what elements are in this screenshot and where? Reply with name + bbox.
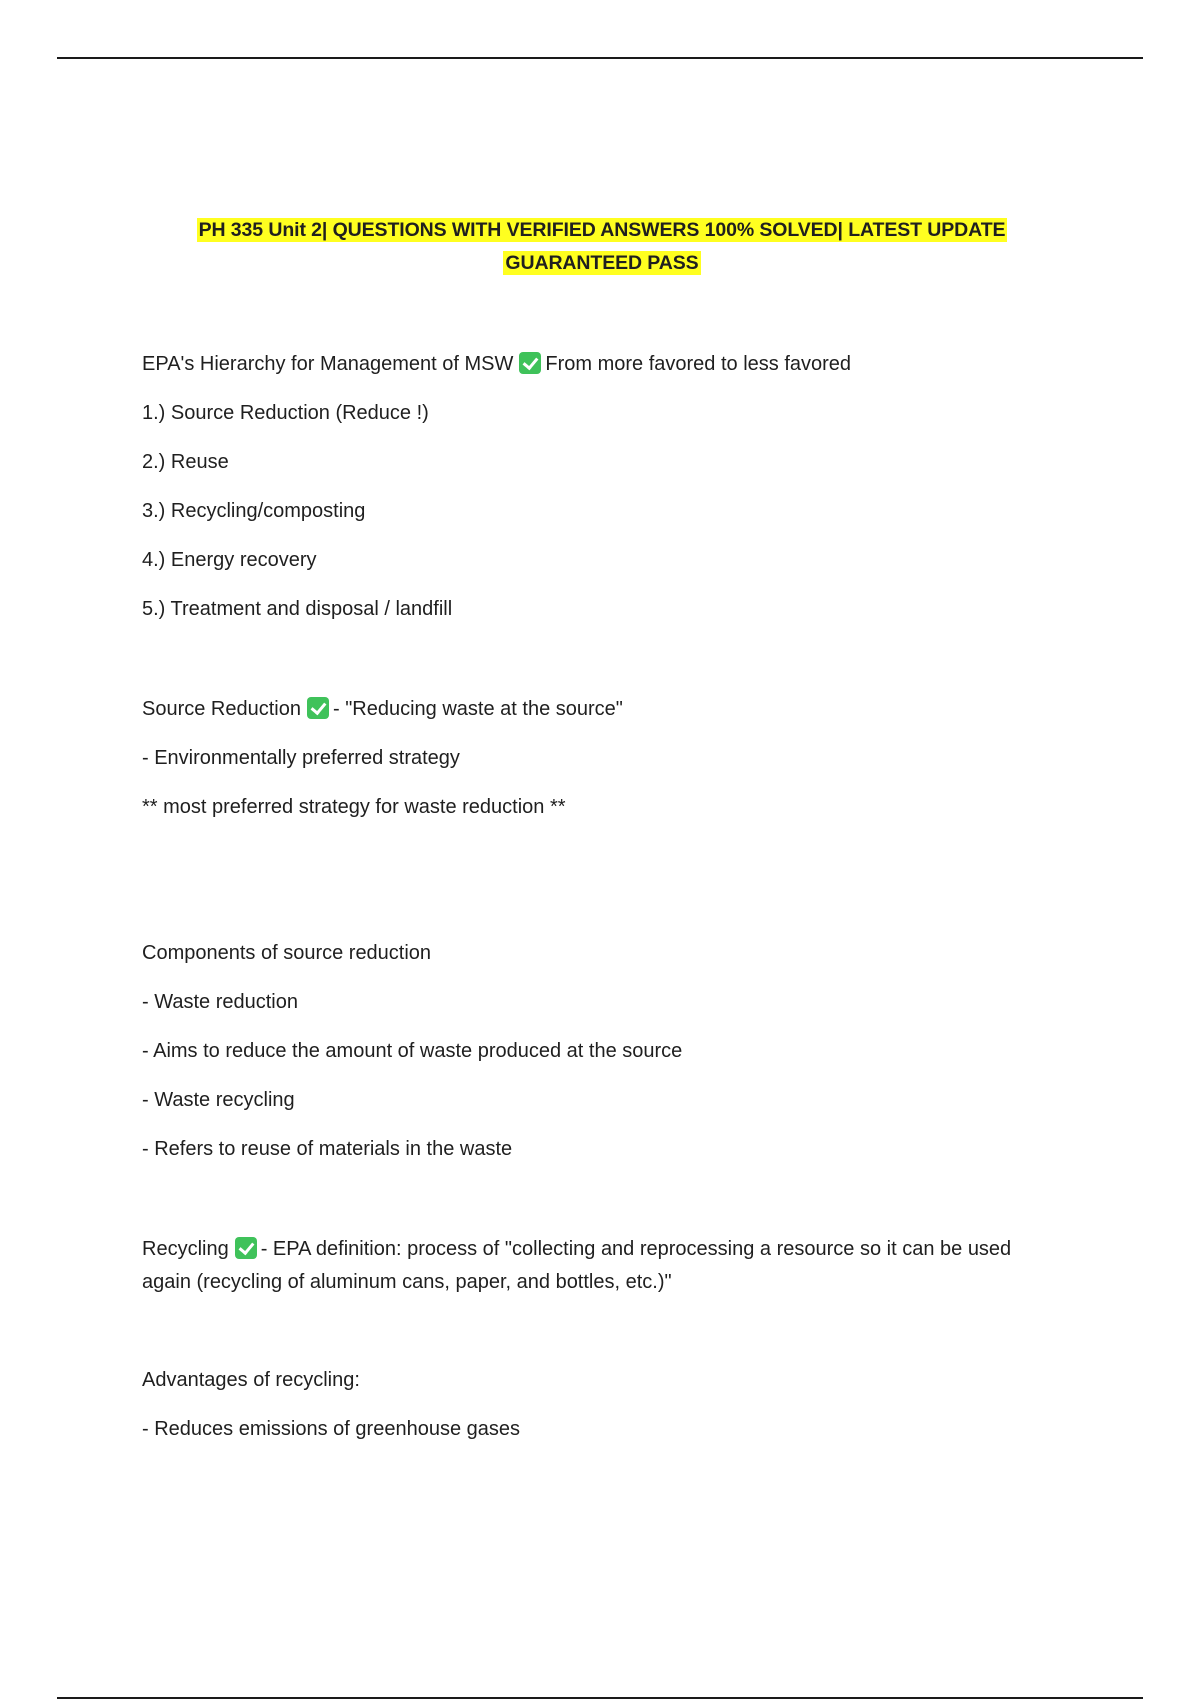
source-reduction-question [142,693,623,726]
hierarchy-question [142,348,851,381]
list-item: - Reduces emissions of greenhouse gases [142,1418,520,1440]
advantages-heading: Advantages of recycling: [142,1369,360,1391]
list-item: - Aims to reduce the amount of waste produced at the source [142,1040,683,1062]
list-item: 4.) Energy recovery [142,549,317,571]
list-item: ** most preferred strategy for waste reduction ** [142,796,566,818]
hierarchy-answer: From more favored to less favored [545,353,852,375]
source-reduction-term: Source Reduction [142,698,301,720]
list-item: 5.) Treatment and disposal / landfill [142,598,453,620]
title-line-1: PH 335 Unit 2| QUESTIONS WITH VERIFIED ANSWERS 100% SOLVED| LATEST UPDATE [198,219,1006,241]
source-reduction-answer: - "Reducing waste at the source" [332,698,623,720]
recycling-question [142,1233,1042,1299]
bottom-rule [57,1697,1143,1699]
checkmark-icon [307,697,329,719]
list-item: - Environmentally preferred strategy [142,747,460,769]
list-item: 2.) Reuse [142,451,229,473]
list-item: - Refers to reuse of materials in the waste [142,1138,513,1160]
list-item: - Waste reduction [142,991,298,1013]
list-item: 3.) Recycling/composting [142,500,366,522]
checkmark-icon [235,1237,257,1259]
list-item: - Waste recycling [142,1089,295,1111]
recycling-answer: - EPA definition: process of "collecting and reprocessing a resource so it can be used again (recycling of aluminum cans, paper, and bottles, etc.)" [142,1238,1012,1293]
list-item: 1.) Source Reduction (Reduce !) [142,402,429,424]
document-title [142,214,1062,280]
components-heading: Components of source reduction [142,942,432,964]
checkmark-icon [519,352,541,374]
top-rule [57,57,1143,59]
recycling-term: Recycling [142,1238,229,1260]
hierarchy-term: EPA's Hierarchy for Management of MSW [142,353,514,375]
title-line-2: GUARANTEED PASS [505,252,699,274]
